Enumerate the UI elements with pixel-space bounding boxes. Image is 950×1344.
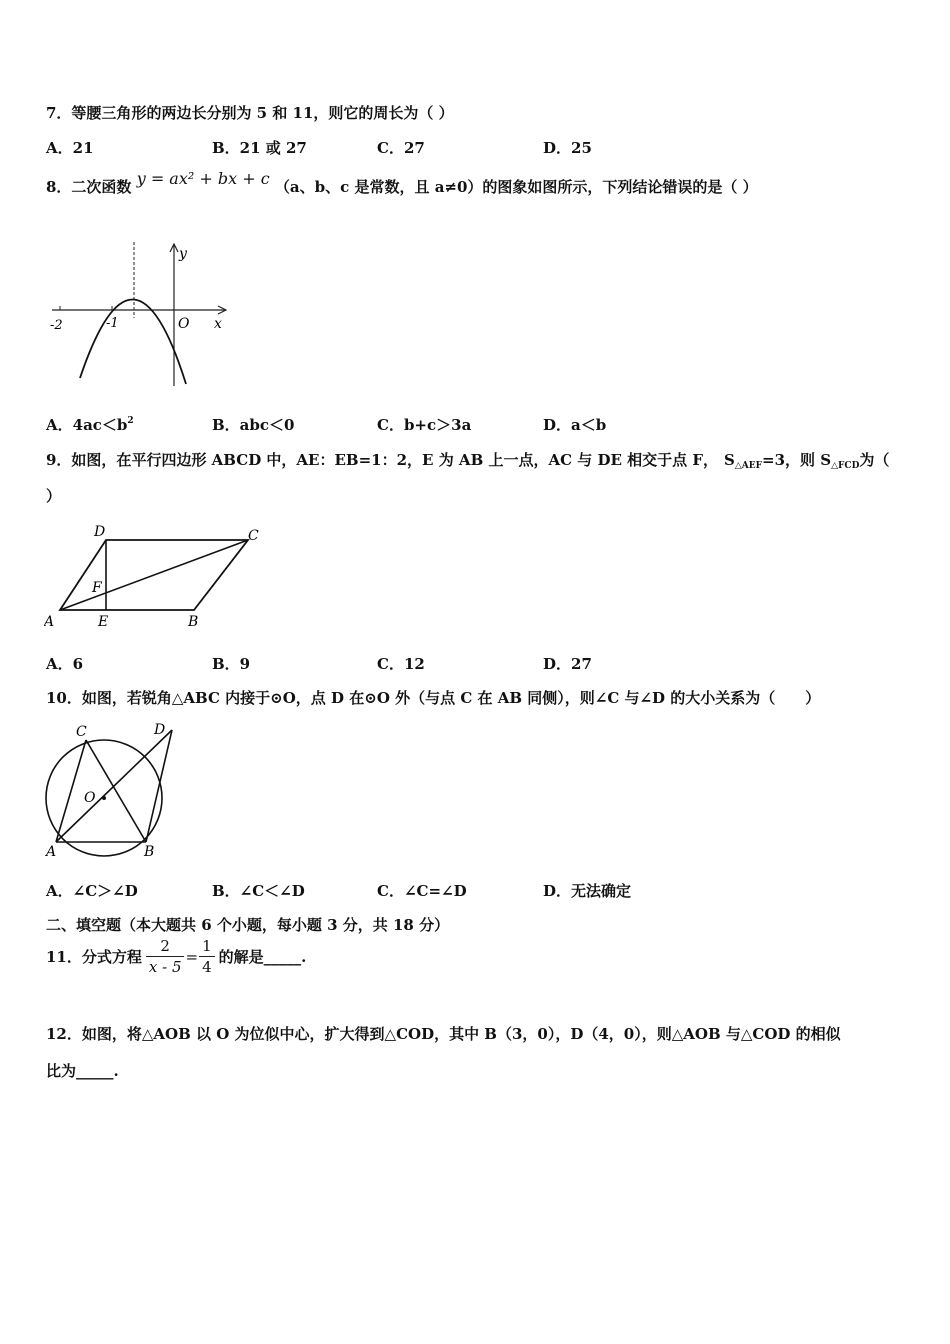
q9-area-tail: =3，则 S [762, 451, 832, 469]
q9-stem-text: 9．如图，在平行四边形 ABCD 中，AE：EB=1：2，E 为 AB 上一点，AC 与 DE 相交于点 F， [46, 451, 719, 469]
q10-circle-figure [42, 718, 182, 862]
q11-lhs-denominator: x - 5 [148, 958, 182, 976]
q7-option-b: B．21 或 27 [212, 139, 307, 157]
q12-line2: 比为_____. [46, 1062, 119, 1080]
q9-option-a: A．6 [46, 655, 84, 673]
label-e: E [98, 614, 109, 630]
q8-option-a [46, 414, 134, 435]
q11-rhs-numerator: 1 [199, 936, 215, 957]
q9-area-s: S [724, 451, 735, 469]
q9-area-aef-sub: △AEF [734, 461, 763, 471]
tick-label-neg1: -1 [106, 316, 119, 331]
q9-stem [46, 449, 889, 471]
q7-stem: 7．等腰三角形的两边长分别为 5 和 11，则它的周长为（ ） [46, 104, 454, 122]
q11-lhs-numerator: 2 [146, 936, 185, 957]
label-c: C [248, 528, 259, 544]
q10-option-a: A．∠C＞∠D [46, 882, 138, 900]
label-c: C [76, 724, 87, 740]
q11-stem [46, 936, 306, 977]
label-a: A [46, 844, 57, 860]
q9-stem-line2: ） [46, 487, 62, 505]
x-axis-label: x [214, 316, 222, 332]
q11-lhs-fraction [146, 936, 185, 977]
q11-prefix: 11．分式方程 [46, 948, 142, 966]
q8-formula: y = ax² + bx + c [136, 169, 270, 188]
q11-rhs-fraction [199, 936, 215, 977]
q10-option-d: D．无法确定 [543, 882, 632, 900]
q8-parabola-graph [46, 238, 236, 388]
label-a: A [44, 614, 55, 630]
q9-parallelogram-figure [44, 522, 266, 632]
label-f: F [92, 580, 102, 596]
q7-option-a: A．21 [46, 139, 94, 157]
label-d: D [154, 722, 166, 738]
q7-option-d: D．25 [543, 139, 592, 157]
label-d: D [94, 524, 106, 540]
q9-option-d: D．27 [543, 655, 592, 673]
q9-option-c: C．12 [377, 655, 425, 673]
q12-line1: 12．如图，将△AOB 以 O 为位似中心，扩大得到△COD，其中 B（3，0），D（4，0），则△AOB 与△COD 的相似 [46, 1025, 841, 1043]
q8-option-a-text: A．4ac＜b [46, 416, 128, 434]
origin-label: O [178, 316, 190, 332]
q8-stem [46, 169, 758, 197]
label-b: B [144, 844, 155, 860]
q8-option-d: D．a＜b [543, 416, 607, 434]
q8-option-b: B．abc＜0 [212, 416, 295, 434]
q11-rhs-denominator: 4 [202, 958, 212, 976]
center-point [102, 796, 106, 800]
tick-label-neg2: -2 [50, 318, 63, 333]
label-b: B [188, 614, 199, 630]
q10-option-b: B．∠C＜∠D [212, 882, 305, 900]
q9-area-fcd-sub: △FCD [831, 461, 860, 471]
label-o: O [84, 790, 96, 806]
q9-stem-end: 为（ [859, 451, 890, 469]
q10-option-c: C．∠C=∠D [377, 882, 467, 900]
parabola-curve [80, 299, 186, 384]
q11-suffix: 的解是_____. [218, 948, 307, 966]
q8-option-a-sup: 2 [127, 416, 134, 426]
section2-title: 二、填空题（本大题共 6 个小题，每小题 3 分，共 18 分） [46, 916, 450, 934]
q11-equals: = [185, 947, 199, 966]
q7-option-c: C．27 [377, 139, 425, 157]
segment-db [146, 730, 172, 842]
q8-number: 8．二次函数 [46, 178, 132, 196]
q8-option-c: C．b+c＞3a [377, 416, 472, 434]
segment-ac [60, 540, 248, 610]
q9-option-b: B．9 [212, 655, 251, 673]
q10-stem: 10．如图，若锐角△ABC 内接于⊙O，点 D 在⊙O 外（与点 C 在 AB 同侧），则∠C 与∠D 的大小关系为（ ） [46, 689, 821, 707]
q8-rest: （a、b、c 是常数，且 a≠0）的图象如图所示，下列结论错误的是（ ） [274, 178, 758, 196]
y-axis-label: y [179, 246, 187, 262]
